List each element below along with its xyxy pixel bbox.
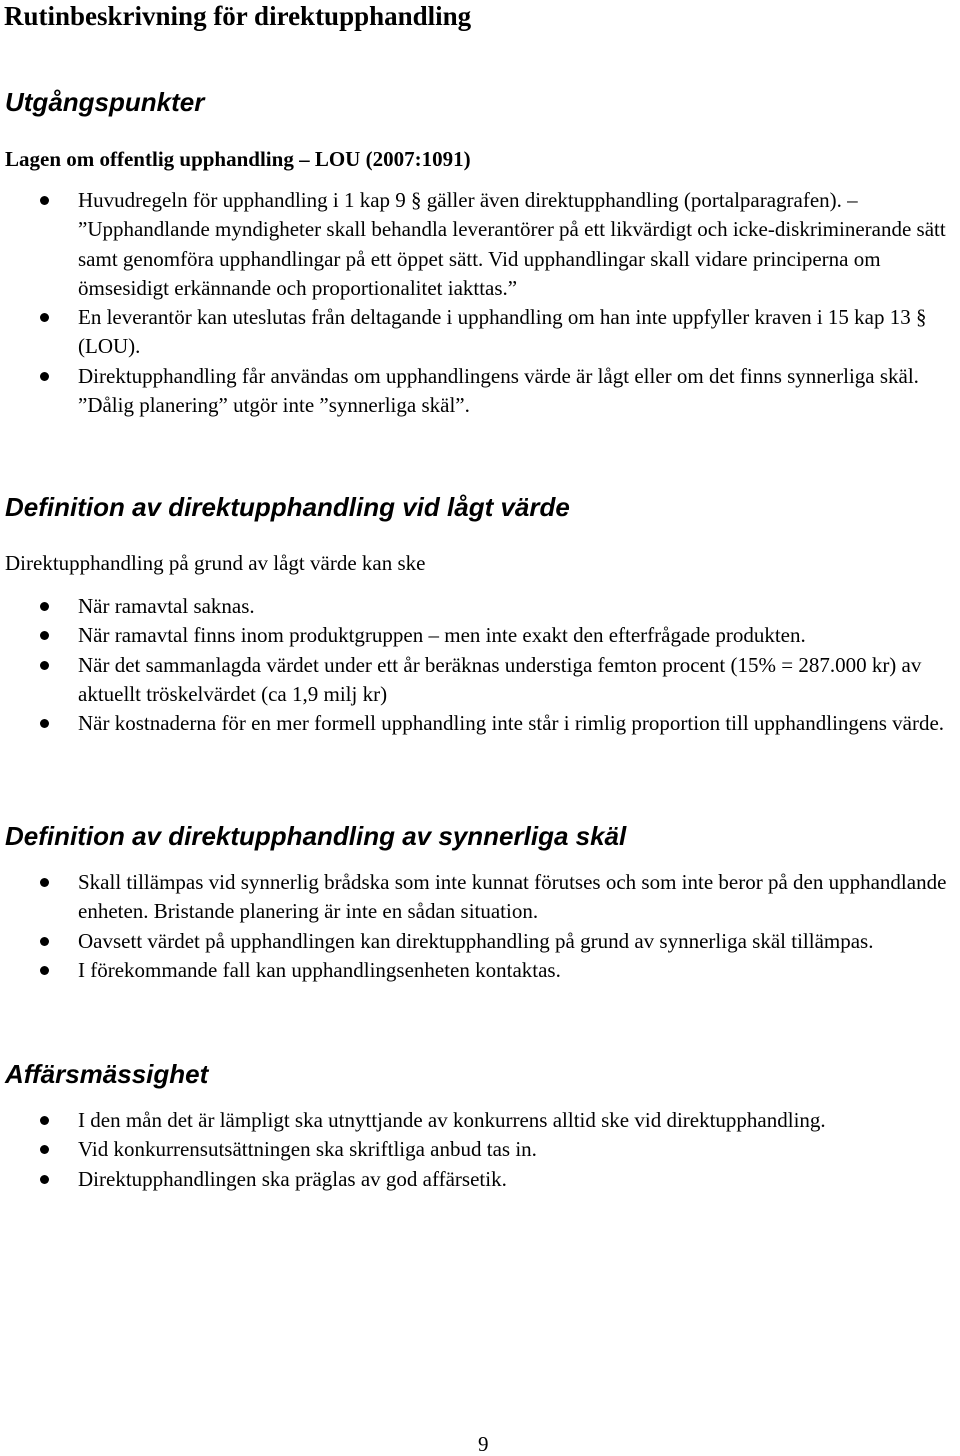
bullet-icon xyxy=(40,719,49,728)
list-item-text: Skall tillämpas vid synnerlig brådska som inte kunnat förutses och som inte beror på den upphandlande enheten. Bristande planering är inte en sådan situation. xyxy=(78,870,947,924)
list-item xyxy=(0,956,960,985)
bullet-list-utgangspunkter xyxy=(0,186,960,420)
bullet-icon xyxy=(40,313,49,322)
bullet-list-synnerliga-skal xyxy=(0,868,960,985)
list-item xyxy=(0,303,960,362)
bullet-icon xyxy=(40,1145,49,1154)
list-item xyxy=(0,868,960,927)
document-title: Rutinbeskrivning för direktupphandling xyxy=(4,1,472,31)
bullet-icon xyxy=(40,602,49,611)
list-item-text: När ramavtal finns inom produktgruppen – men inte exakt den efterfrågade produkten. xyxy=(78,623,806,648)
list-item xyxy=(0,1135,960,1164)
list-item xyxy=(0,651,960,710)
bullet-icon xyxy=(40,196,49,205)
bullet-icon xyxy=(40,661,49,670)
bullet-icon xyxy=(40,937,49,946)
bullet-icon xyxy=(40,1175,49,1184)
section-heading-synnerliga-skal: Definition av direktupphandling av synnerliga skäl xyxy=(5,821,627,851)
list-item xyxy=(0,1106,960,1135)
list-item xyxy=(0,592,960,621)
list-item xyxy=(0,709,960,738)
list-item-text: När det sammanlagda värdet under ett år beräknas understiga femton procent (15% = 287.000 kr) av aktuellt tröskelvärdet (ca 1,9 milj kr) xyxy=(78,652,922,706)
list-item xyxy=(0,362,960,421)
list-item xyxy=(0,621,960,650)
bullet-list-affarsmassighet xyxy=(0,1106,960,1194)
list-item xyxy=(0,186,960,303)
page-number: 9 xyxy=(478,1432,489,1456)
section-intro: Direktupphandling på grund av lågt värde kan ske xyxy=(5,551,426,575)
list-item-text: Oavsett värdet på upphandlingen kan direktupphandling på grund av synnerliga skäl tillämpas. xyxy=(78,928,874,953)
list-item-text: Huvudregeln för upphandling i 1 kap 9 § gäller även direktupphandling (portalparagrafen). – ”Upphandlande myndigheter skall behandla leverantörer på ett likvärdigt och icke-diskriminerande sätt samt genomföra upphandlingar på ett öppet sätt. Vid upphandlingar skall vidare principerna om ömsesidigt erkännande och proportionalitet iakttas.” xyxy=(78,188,946,300)
bullet-icon xyxy=(40,631,49,640)
list-item xyxy=(0,1165,960,1194)
list-item-text: Direktupphandlingen ska präglas av god affärsetik. xyxy=(78,1166,507,1191)
section-heading-affarsmassighet: Affärsmässighet xyxy=(5,1059,209,1089)
list-item-text: I den mån det är lämpligt ska utnyttjande av konkurrens alltid ske vid direktupphandling. xyxy=(78,1108,826,1132)
bullet-icon xyxy=(40,372,49,381)
bullet-icon xyxy=(40,966,49,975)
list-item-text: När kostnaderna för en mer formell upphandling inte står i rimlig proportion till upphandlingens värde. xyxy=(78,711,945,736)
list-item-text: I förekommande fall kan upphandlingsenheten kontaktas. xyxy=(78,957,561,982)
bullet-icon xyxy=(40,1116,49,1125)
list-item-text: Vid konkurrensutsättningen ska skriftliga anbud tas in. xyxy=(78,1137,537,1162)
bullet-list-lagt-varde xyxy=(0,592,960,738)
section-heading-utgangspunkter: Utgångspunkter xyxy=(5,87,205,117)
list-item-text: När ramavtal saknas. xyxy=(78,594,255,618)
list-item xyxy=(0,927,960,956)
list-item-text: En leverantör kan uteslutas från deltagande i upphandling om han inte uppfyller kraven i 15 kap 13 § (LOU). xyxy=(78,305,927,359)
bullet-icon xyxy=(40,878,49,887)
list-item-text: Direktupphandling får användas om upphandlingens värde är lågt eller om det finns synnerliga skäl. ”Dålig planering” utgör inte ”synnerliga skäl”. xyxy=(78,363,919,418)
law-subheading: Lagen om offentlig upphandling – LOU (2007:1091) xyxy=(5,147,471,171)
section-heading-lagt-varde: Definition av direktupphandling vid lågt värde xyxy=(5,492,570,522)
